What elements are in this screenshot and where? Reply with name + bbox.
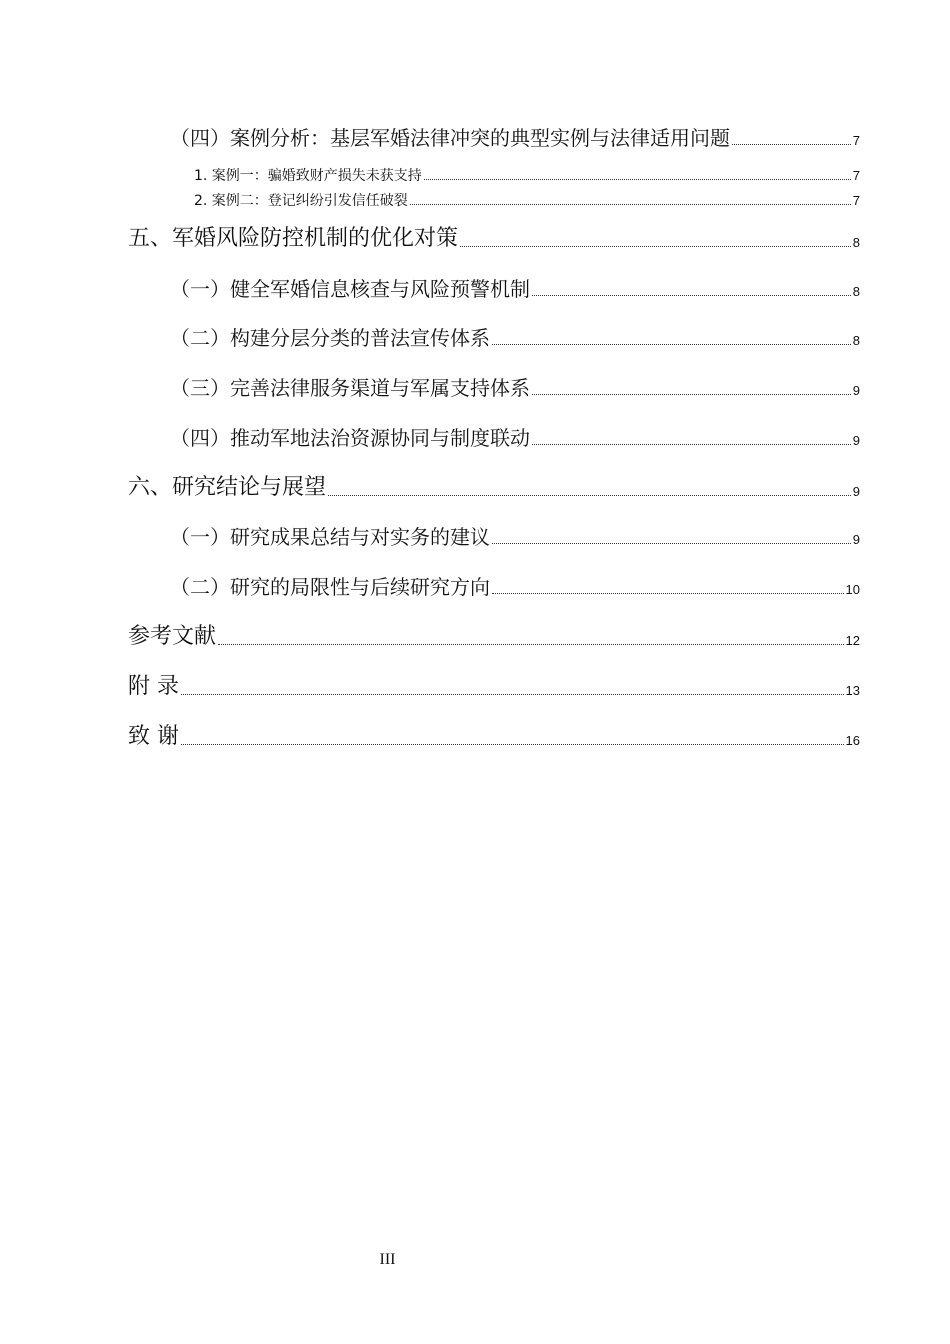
toc-entry[interactable] [128, 626, 860, 648]
toc-entry-page: 8 [852, 235, 860, 250]
toc-entry-title: （四）推动军地法治资源协同与制度联动 [170, 426, 530, 450]
toc-entry-page: 7 [852, 193, 860, 208]
dot-leader [492, 344, 851, 345]
toc-entry-title: 致 谢 [128, 724, 179, 749]
toc-entry[interactable] [128, 726, 860, 748]
toc-entry-page: 9 [852, 484, 860, 499]
toc-entry[interactable] [128, 477, 860, 499]
toc-entry-title: （一）研究成果总结与对实务的建议 [170, 525, 490, 549]
toc-entry-page: 8 [852, 333, 860, 348]
toc-entry-page: 13 [845, 683, 860, 698]
toc-entry-page: 9 [852, 383, 860, 398]
toc-entry-title: 参考文献 [128, 624, 217, 649]
dot-leader [328, 495, 851, 496]
toc-entry-title: 六、研究结论与展望 [128, 475, 327, 500]
dot-leader [532, 394, 851, 395]
toc-entry[interactable] [170, 328, 860, 348]
toc-entry-title: （二）构建分层分类的普法宣传体系 [170, 326, 490, 350]
toc-entry-page: 9 [852, 433, 860, 448]
toc-entry[interactable] [170, 279, 860, 299]
dot-leader [181, 744, 844, 745]
toc-entry-page: 9 [852, 532, 860, 547]
dot-leader [460, 246, 851, 247]
toc-entry-page: 8 [852, 284, 860, 299]
toc-entry[interactable] [128, 228, 860, 250]
toc-entry-page: 7 [852, 133, 860, 148]
toc-entry[interactable] [194, 169, 860, 183]
toc-entry-title: （一）健全军婚信息核查与风险预警机制 [170, 277, 530, 301]
dot-leader [218, 644, 844, 645]
toc-entry[interactable] [170, 527, 860, 547]
dot-leader [492, 543, 851, 544]
toc-entry-title: 2. 案例二：登记纠纷引发信任破裂 [194, 193, 408, 209]
toc-entry-page: 10 [845, 582, 860, 597]
toc-entry-title: 1. 案例一：骗婚致财产损失未获支持 [194, 168, 422, 184]
dot-leader [732, 144, 851, 145]
toc-entry[interactable] [170, 428, 860, 448]
toc-entry-page: 16 [845, 733, 860, 748]
dot-leader [532, 295, 851, 296]
dot-leader [410, 204, 851, 205]
toc-entry-title: （四）案例分析：基层军婚法律冲突的典型实例与法律适用问题 [170, 126, 730, 150]
page-number-footer: III [379, 1251, 396, 1268]
toc-entry-page: 12 [845, 633, 860, 648]
dot-leader [181, 694, 844, 695]
toc-entry-title: 五、军婚风险防控机制的优化对策 [128, 226, 459, 251]
toc-entry-page: 7 [852, 168, 860, 183]
dot-leader [424, 179, 851, 180]
toc-entry[interactable] [170, 128, 860, 148]
toc-entry[interactable] [128, 676, 860, 698]
dot-leader [532, 444, 851, 445]
toc-entry[interactable] [170, 378, 860, 398]
toc-entry-title: （二）研究的局限性与后续研究方向 [170, 575, 490, 599]
dot-leader [492, 593, 844, 594]
toc-entry-title: （三）完善法律服务渠道与军属支持体系 [170, 376, 530, 400]
toc-entry-title: 附 录 [128, 674, 179, 699]
toc-entry[interactable] [194, 194, 860, 208]
toc-entry[interactable] [170, 577, 860, 597]
